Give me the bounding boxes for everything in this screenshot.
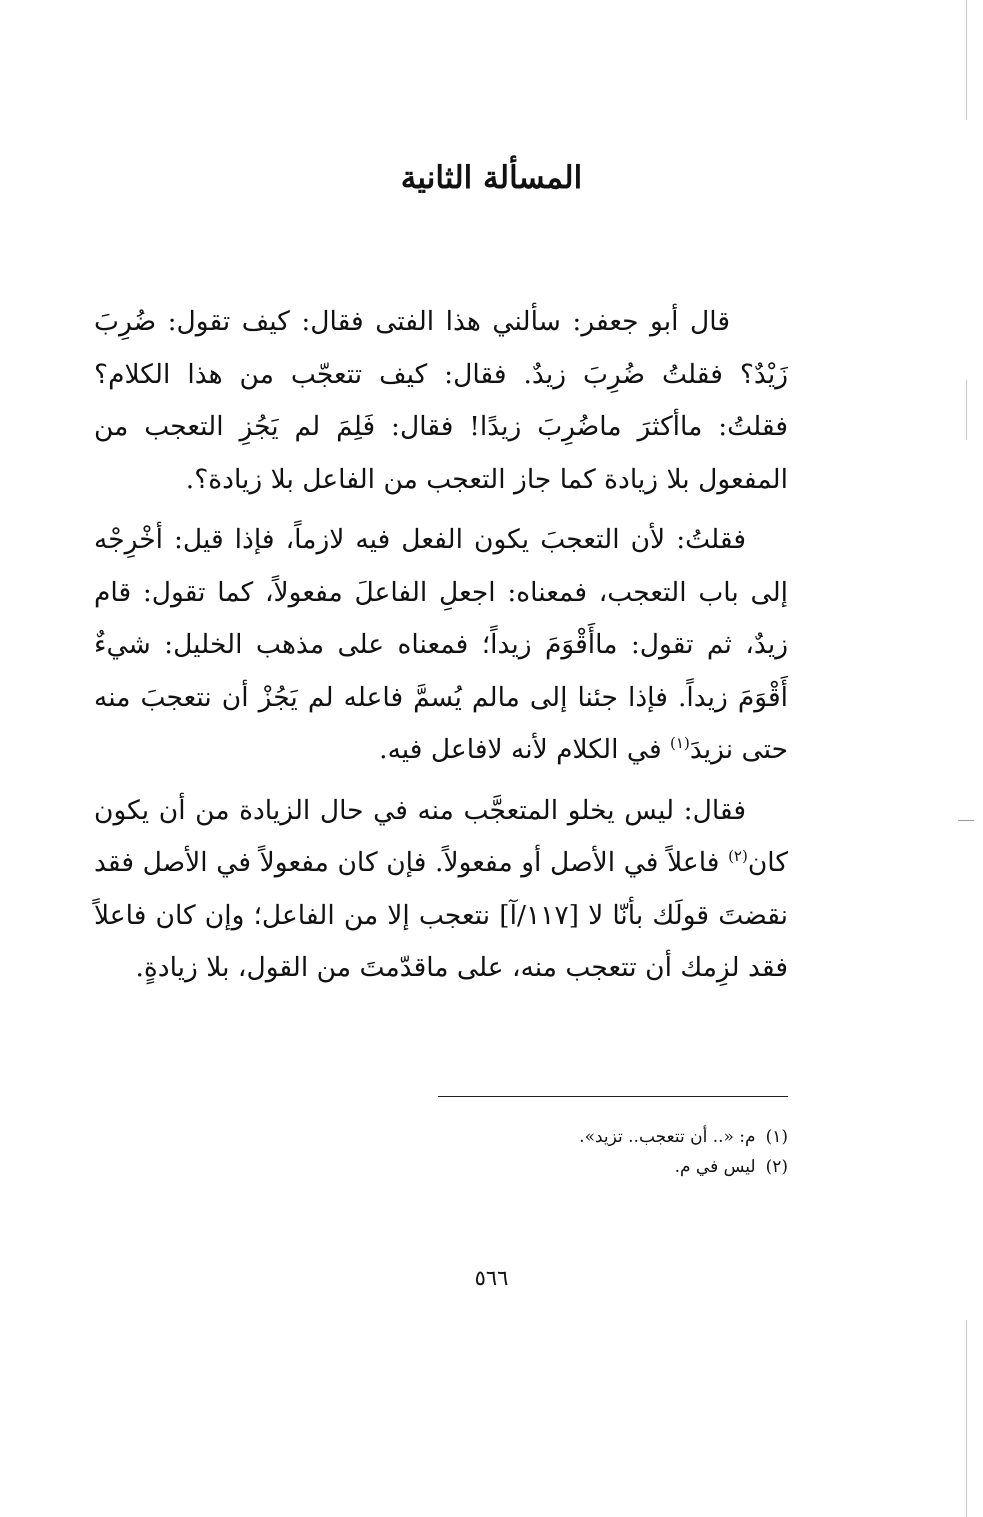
footnote-ref-1: (١) [670,734,690,753]
footnote-ref-2: (٢) [728,847,748,866]
paragraph-2-text-end: في الكلام لأنه لافاعل فيه. [379,734,671,765]
body-text [94,296,788,1003]
footnote-1 [420,1122,788,1152]
section-title: المسألة الثانية [400,160,583,196]
footnote-separator [438,1096,788,1097]
footnote-2 [420,1152,788,1182]
footnote-1-text: م: «.. أن تتعجب.. تزيد». [579,1127,756,1147]
paragraph-2 [94,514,788,777]
page-number: ٥٦٦ [474,1266,509,1290]
paragraph-3-text-end: فاعلاً في الأصل أو مفعولاً. فإن كان مفعولاً في الأصل فقد نقضتَ قولَك بأنّا لا [١١٧/آ] نتعجب إلا من الفاعل؛ وإن كان فاعلاً فقد لزِمك أن تتعجب منه، على ماقدّمتَ من القول، بلا زيادةٍ. [94,847,789,983]
footnotes [420,1122,788,1182]
scan-edge-mark [966,1320,967,1517]
footnote-1-number: (١) [765,1127,788,1147]
paragraph-1: قال أبو جعفر: سألني هذا الفتى فقال: كيف تقول: ضُرِبَ زَيْدٌ؟ فقلتُ ضُرِبَ زيدٌ. فقال: كيف تتعجّب من هذا الكلام؟ فقلتُ: ماأكثرَ ماضُرِبَ زيدًا! فقال: فَلِمَ لم يَجُزِ التعجب من المفعول بلا زيادة كما جاز التعجب من الفاعل بلا زيادة؟. [94,306,788,495]
scan-edge-mark [958,820,974,821]
paragraph-2-text: فقلتُ: لأن التعجبَ يكون الفعل فيه لازماً، فإذا قيل: أخْرِجْه إلى باب التعجب، فمعناه: اجعلِ الفاعلَ مفعولاً، كما تقول: قام زيدٌ، ثم تقول: ماأَقْوَمَ زيداً؛ فمعناه على مذهب الخليل: شيءٌ أَقْوَمَ زيداً. فإذا جئنا إلى مالم يُسمَّ فاعله لم يَجُزْ أن نتعجبَ منه حتى نزيدَ [94,524,788,765]
paragraph-3 [94,785,788,995]
scan-edge-mark [966,380,967,440]
scan-edge-mark [966,0,967,120]
footnote-2-text: ليس في م. [674,1157,756,1177]
footnote-2-number: (٢) [765,1157,788,1177]
paragraph-3-text: فقال: ليس يخلو المتعجَّب منه في حال الزيادة من أن يكون كان [94,794,788,878]
